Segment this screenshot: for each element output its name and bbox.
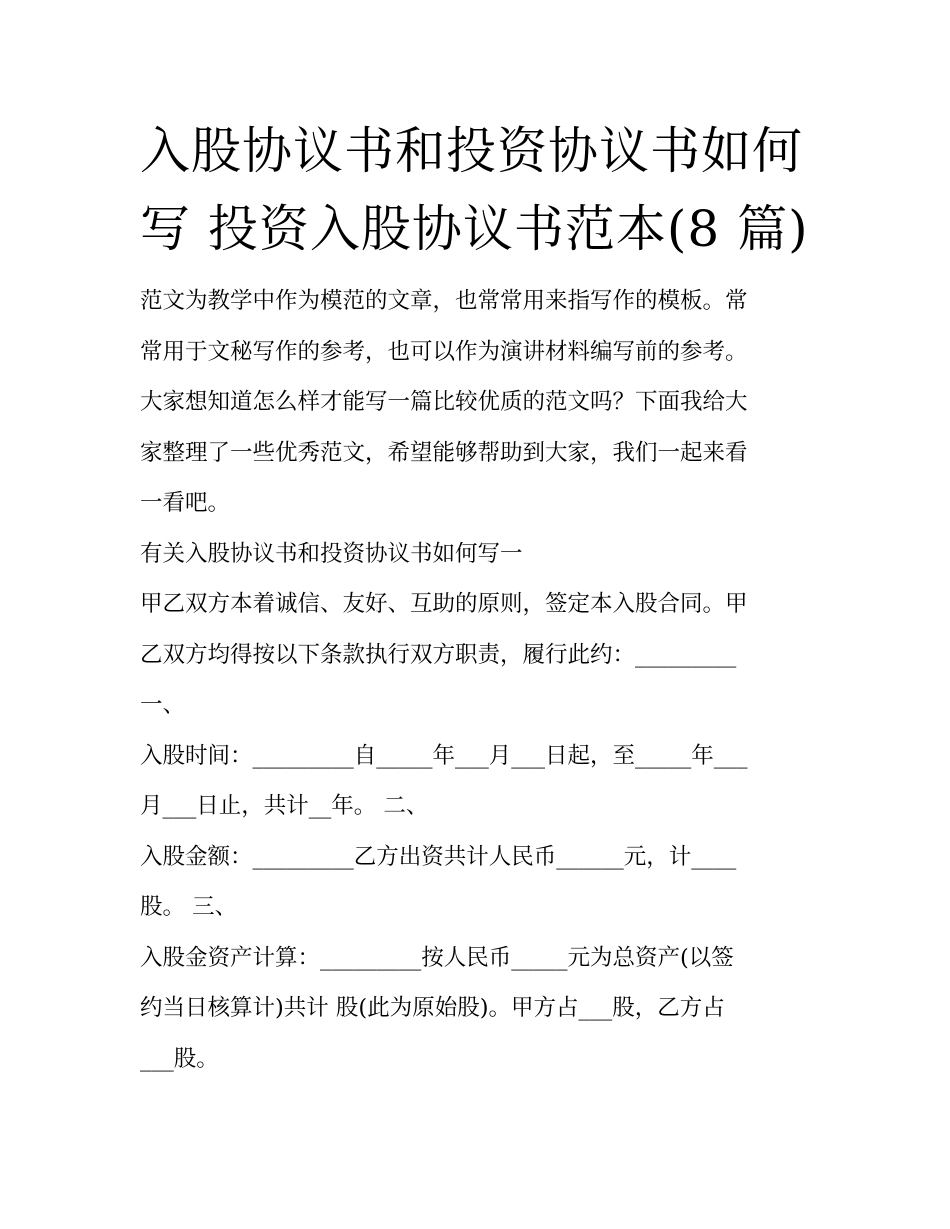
clause-2-line-2: 股。 三、 bbox=[140, 894, 238, 920]
clause-3-line-3: ___股。 bbox=[140, 1045, 219, 1072]
document-title bbox=[140, 112, 820, 268]
clause-1-line-1: 入股时间：_________自_____年___月___日起，至_____年___ bbox=[140, 742, 748, 769]
clause-3-line-2: 约当日核算计)共计 股(此为原始股)。甲方占___股，乙方占 bbox=[140, 995, 725, 1021]
section-heading: 有关入股协议书和投资协议书如何写一 bbox=[140, 540, 523, 567]
clause-3-line-1: 入股金资产计算：_________按人民币_____元为总资产(以签 bbox=[140, 944, 734, 971]
title-line-1: 入股协议书和投资协议书如何 bbox=[140, 122, 803, 180]
title-line-2: 写 投资入股协议书范本(8 篇) bbox=[140, 200, 809, 258]
intro-line-3: 大家想知道怎么样才能写一篇比较优质的范文吗？下面我给大 bbox=[140, 389, 748, 415]
document-body bbox=[140, 276, 820, 1084]
clause-1-label: 一、 bbox=[140, 692, 186, 718]
contract-line-1: 甲乙双方本着诚信、友好、互助的原则，签定本入股合同。甲 bbox=[140, 591, 748, 617]
intro-line-5: 一看吧。 bbox=[140, 490, 231, 516]
intro-line-4: 家整理了一些优秀范文，希望能够帮助到大家，我们一起来看 bbox=[140, 439, 748, 466]
intro-line-2: 常用于文秘写作的参考，也可以作为演讲材料编写前的参考。 bbox=[140, 338, 748, 365]
contract-line-2: 乙双方均得按以下条款执行双方职责，履行此约：_________ bbox=[140, 641, 737, 668]
clause-2-line-1: 入股金额：_________乙方出资共计人民币______元，计____ bbox=[140, 843, 737, 870]
intro-line-1: 范文为教学中作为模范的文章，也常常用来指写作的模板。常 bbox=[140, 288, 748, 314]
clause-1-line-2: 月___日止，共计__年。 二、 bbox=[140, 793, 429, 819]
